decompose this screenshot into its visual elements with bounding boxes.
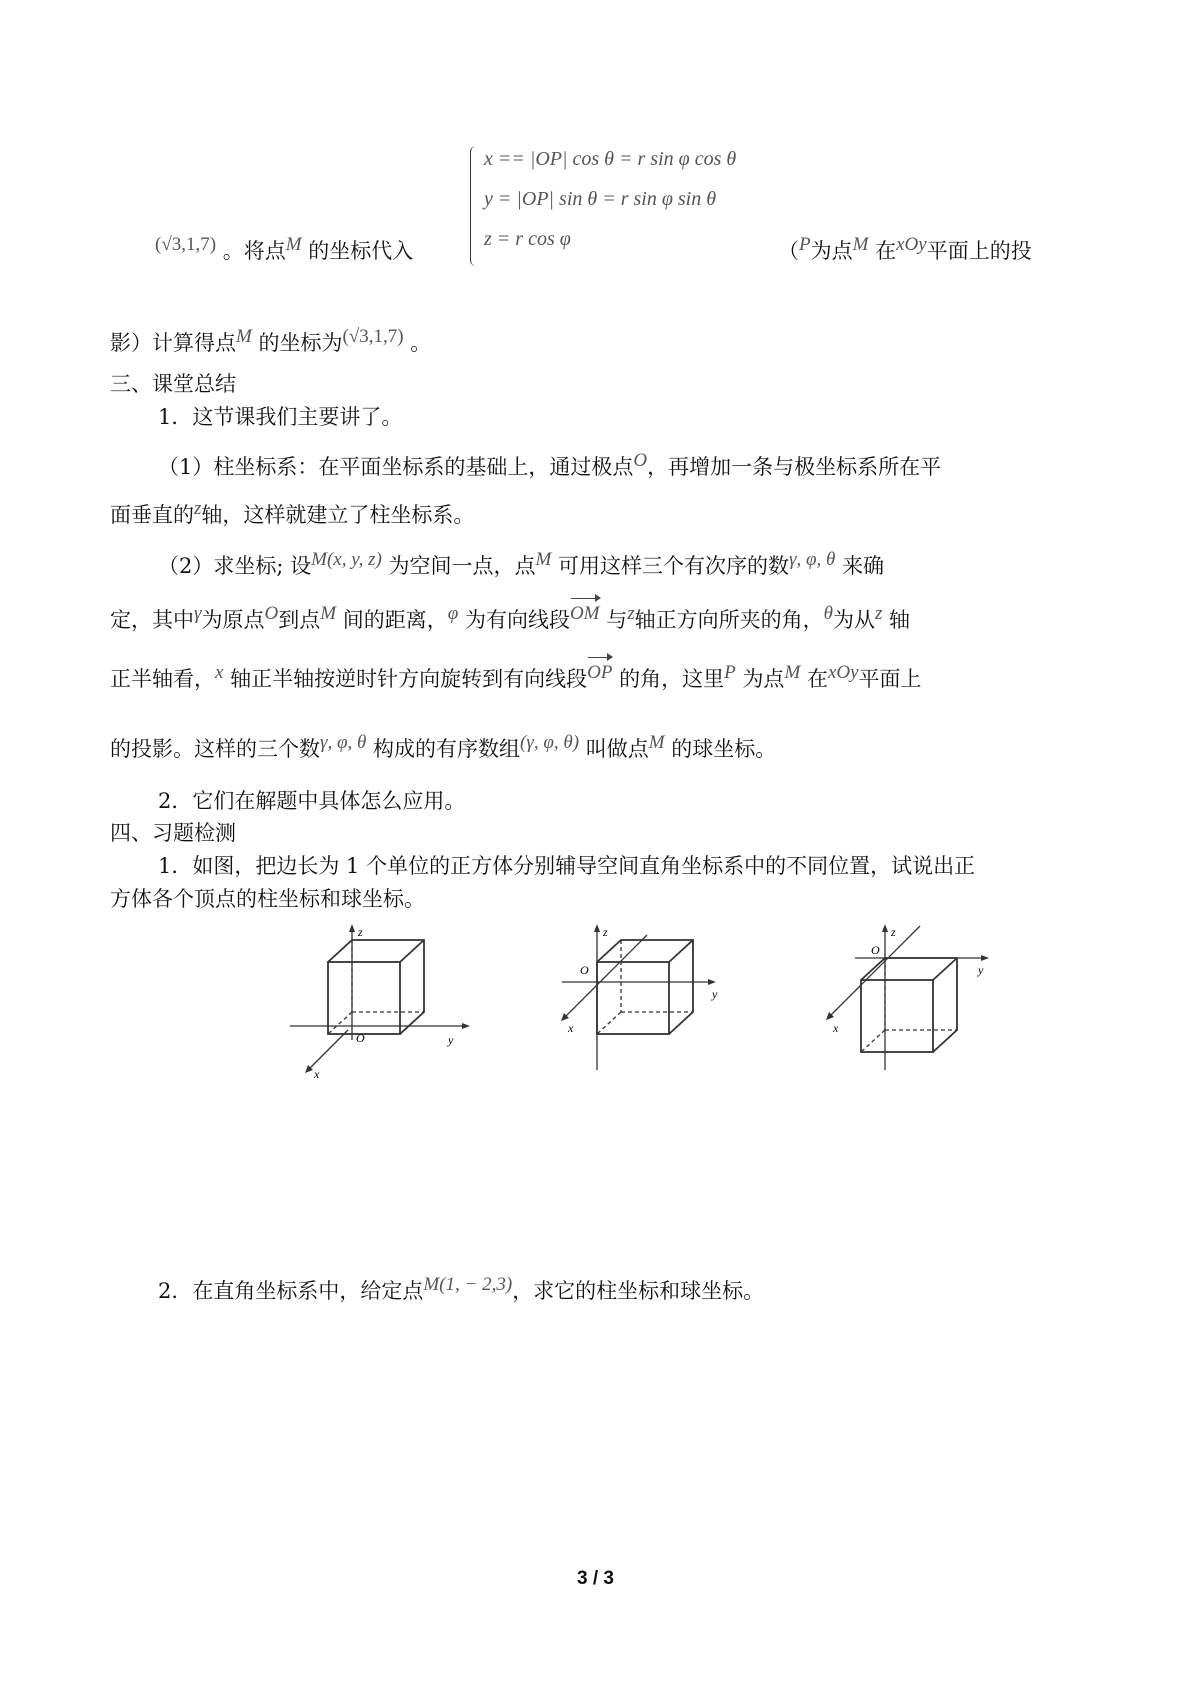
text: 可用这样三个有次序的数 xyxy=(558,554,790,578)
text: 在 xyxy=(875,239,897,263)
coord-expression: (√3,1,7) xyxy=(155,234,217,255)
text: 为从 xyxy=(832,608,875,632)
text: 正半轴看， xyxy=(110,667,215,691)
text: 为点 xyxy=(810,239,853,263)
equation-row-1: x == |OP| cos θ = r sin φ cos θ xyxy=(484,148,737,170)
list-item: 1．这节课我们主要讲了。 xyxy=(158,405,403,429)
math-point: M(x, y, z) xyxy=(311,549,382,570)
math-theta: θ xyxy=(823,603,833,624)
math-z: z xyxy=(194,498,202,519)
math-m: M xyxy=(535,549,552,570)
math-tuple: (γ, φ, θ) xyxy=(520,732,580,753)
vector-om: OM xyxy=(570,599,600,629)
question-line: 方体各个顶点的柱坐标和球坐标。 xyxy=(110,887,425,911)
list-item: 2．它们在解题中具体怎么应用。 xyxy=(158,789,466,813)
axis-label-z: z xyxy=(891,925,896,939)
equation-system xyxy=(470,146,780,266)
text: 平面上 xyxy=(858,667,922,691)
text: 为有向线段 xyxy=(464,608,570,632)
paragraph-line xyxy=(158,452,941,484)
question-line: 1．如图，把边长为 1 个单位的正方体分别辅导空间直角坐标系中的不同位置，试说出正 xyxy=(158,854,976,878)
equation-row-3: z = r cos φ xyxy=(484,228,571,250)
text: 为点 xyxy=(742,667,785,691)
axis-label-x: x xyxy=(568,1021,574,1035)
text: 影）计算得点 xyxy=(110,331,236,355)
text: 间的距离， xyxy=(342,608,448,632)
text: 在 xyxy=(806,667,828,691)
text: 的球坐标。 xyxy=(671,737,777,761)
axis-label-y: y xyxy=(448,1033,454,1047)
math-m: M xyxy=(648,732,665,753)
text: 来确 xyxy=(842,554,885,578)
text: 为空间一点，点 xyxy=(388,554,536,578)
origin-label: O xyxy=(871,943,880,957)
math-point: M(1, − 2,3) xyxy=(423,1274,513,1295)
axis-label-y: y xyxy=(712,987,718,1001)
paragraph-line xyxy=(110,500,474,532)
paragraph-line xyxy=(110,605,910,637)
text: 2．在直角坐标系中，给定点 xyxy=(158,1279,424,1303)
section-heading: 三、课堂总结 xyxy=(110,372,236,396)
paragraph-line xyxy=(110,664,922,696)
math-m: M xyxy=(852,234,869,255)
origin-label: O xyxy=(356,1031,365,1045)
math-m: M xyxy=(784,662,801,683)
text: 构成的有序数组 xyxy=(373,737,521,761)
line-1-tail xyxy=(778,236,1032,268)
text: 到点 xyxy=(278,608,321,632)
math-phi: φ xyxy=(447,603,459,624)
text: 轴正半轴按逆时针方向旋转到有向线段 xyxy=(230,667,588,691)
math-z: z xyxy=(627,603,635,624)
text: 的角，这里 xyxy=(619,667,725,691)
axis-label-z: z xyxy=(603,925,608,939)
text: ，求它的柱坐标和球坐标。 xyxy=(512,1279,765,1303)
text: 轴，这样就建立了柱坐标系。 xyxy=(201,503,475,527)
math-plane: xOy xyxy=(896,234,927,255)
text: （ xyxy=(778,239,799,263)
text: 平面上的投 xyxy=(926,239,1032,263)
math-o: O xyxy=(264,603,279,624)
paragraph-line xyxy=(110,734,776,766)
axis-label-x: x xyxy=(833,1021,839,1035)
text: 轴 xyxy=(889,608,911,632)
text: 面垂直的 xyxy=(110,503,194,527)
axis-label-z: z xyxy=(358,925,363,939)
text: 。 xyxy=(410,331,432,355)
text: 轴正方向所夹的角， xyxy=(634,608,824,632)
text: 。将点 xyxy=(222,239,286,263)
math-x: x xyxy=(215,662,224,683)
axis-label-y: y xyxy=(978,963,984,977)
text: 的坐标为 xyxy=(258,331,343,355)
math-m: M xyxy=(320,603,337,624)
coord-expression: (√3,1,7) xyxy=(342,326,404,347)
math-o: O xyxy=(633,450,648,471)
text: 与 xyxy=(606,608,628,632)
math-triple: γ, φ, θ xyxy=(320,732,367,753)
text: 的投影。这样的三个数 xyxy=(110,737,320,761)
math-plane: xOy xyxy=(827,662,859,683)
axis-label-x: x xyxy=(314,1067,320,1080)
text: 的坐标代入 xyxy=(308,239,414,263)
text: （2）求坐标; 设 xyxy=(158,554,312,578)
question-line xyxy=(158,1276,764,1308)
math-gamma: γ xyxy=(194,603,202,624)
math-m: M xyxy=(236,326,252,347)
line-1 xyxy=(155,236,413,268)
math-p: P xyxy=(799,234,811,255)
left-brace xyxy=(470,146,481,266)
paragraph-line xyxy=(158,551,884,583)
math-m: M xyxy=(285,234,302,255)
text: （1）柱坐标系：在平面坐标系的基础上，通过极点 xyxy=(158,455,634,479)
math-p: P xyxy=(724,662,736,683)
cube-figure-2 xyxy=(552,920,732,1080)
cube-figure-1 xyxy=(290,920,480,1080)
text: ，再增加一条与极坐标系所在平 xyxy=(647,455,942,479)
math-triple: γ, φ, θ xyxy=(789,549,836,570)
page-number: 3 / 3 xyxy=(577,1568,614,1589)
cube-figure-3 xyxy=(815,920,995,1080)
equation-row-2: y = |OP| sin θ = r sin φ sin θ xyxy=(484,188,717,210)
vector-op: OP xyxy=(587,658,612,688)
origin-label: O xyxy=(580,963,589,977)
math-z: z xyxy=(874,603,883,624)
text: 叫做点 xyxy=(585,737,649,761)
section-heading: 四、习题检测 xyxy=(110,821,236,845)
text: 为原点 xyxy=(201,608,265,632)
text: 定，其中 xyxy=(110,608,194,632)
line-2 xyxy=(110,328,431,360)
